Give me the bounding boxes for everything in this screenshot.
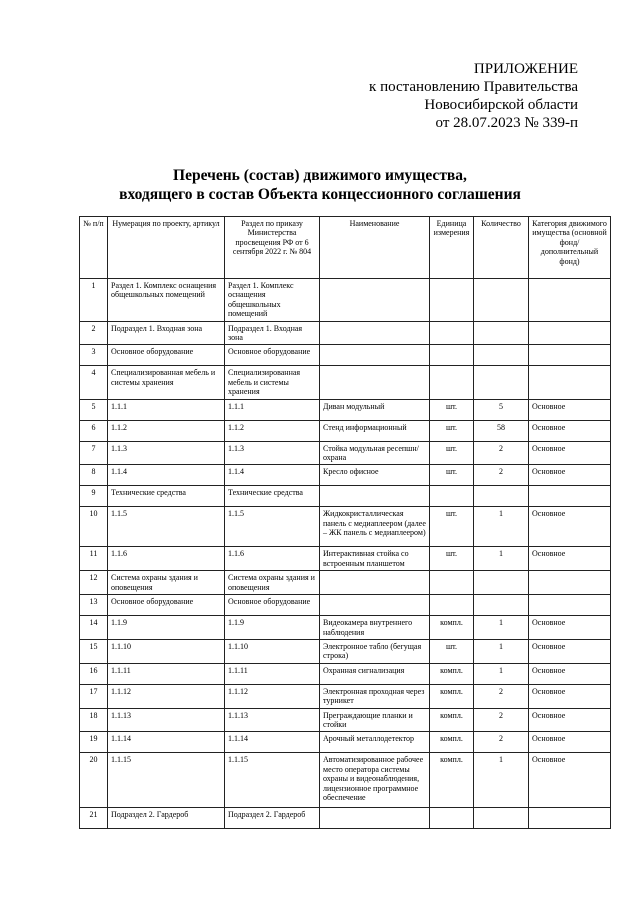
row-category	[529, 321, 611, 345]
row-number: 3	[80, 345, 108, 366]
header-section: Раздел по приказу Министерства просвещения РФ от 6 сентября 2022 г. № 804	[225, 217, 320, 279]
table-row	[80, 465, 611, 486]
row-section: 1.1.11	[225, 663, 320, 684]
table-row	[80, 571, 611, 595]
row-article: 1.1.6	[108, 547, 225, 571]
row-article: 1.1.11	[108, 663, 225, 684]
row-category: Основное	[529, 465, 611, 486]
row-section: 1.1.9	[225, 616, 320, 640]
row-section: Система охраны здания и оповещения	[225, 571, 320, 595]
row-name: Автоматизированное рабочее место оператора системы охраны и видеонаблюдения, лицензионное программное обеспечение	[320, 753, 430, 808]
row-section: Технические средства	[225, 486, 320, 507]
row-section: Специализированная мебель и системы хранения	[225, 366, 320, 399]
row-article: 1.1.2	[108, 420, 225, 441]
row-category: Основное	[529, 616, 611, 640]
row-unit: шт.	[430, 441, 474, 465]
table-row	[80, 639, 611, 663]
appendix-region: Новосибирской области	[424, 97, 578, 113]
row-article: 1.1.15	[108, 753, 225, 808]
table-row	[80, 279, 611, 322]
row-name	[320, 321, 430, 345]
row-name: Диван модульный	[320, 399, 430, 420]
row-unit	[430, 279, 474, 322]
row-article: 1.1.4	[108, 465, 225, 486]
row-article: Подраздел 1. Входная зона	[108, 321, 225, 345]
header-unit: Единица измерения	[430, 217, 474, 279]
row-name: Стойка модульная ресепшн/охрана	[320, 441, 430, 465]
row-article: Технические средства	[108, 486, 225, 507]
row-quantity: 1	[474, 616, 529, 640]
row-unit	[430, 366, 474, 399]
row-number: 12	[80, 571, 108, 595]
row-number: 11	[80, 547, 108, 571]
row-number: 9	[80, 486, 108, 507]
table-row	[80, 808, 611, 829]
table-row	[80, 595, 611, 616]
table-header-row	[80, 217, 611, 279]
row-category: Основное	[529, 663, 611, 684]
row-quantity: 2	[474, 441, 529, 465]
row-quantity: 2	[474, 708, 529, 732]
table-row	[80, 753, 611, 808]
row-number: 8	[80, 465, 108, 486]
row-section: 1.1.5	[225, 507, 320, 547]
row-quantity: 1	[474, 639, 529, 663]
document-title	[0, 166, 640, 204]
table-row	[80, 366, 611, 399]
row-article: Система охраны здания и оповещения	[108, 571, 225, 595]
row-name	[320, 279, 430, 322]
row-quantity: 58	[474, 420, 529, 441]
appendix-resolution: к постановлению Правительства	[369, 79, 578, 95]
row-category: Основное	[529, 684, 611, 708]
table-row	[80, 663, 611, 684]
row-section: 1.1.15	[225, 753, 320, 808]
row-number: 17	[80, 684, 108, 708]
header-quantity: Количество	[474, 217, 529, 279]
row-name: Видеокамера внутреннего наблюдения	[320, 616, 430, 640]
row-section: 1.1.6	[225, 547, 320, 571]
row-category	[529, 366, 611, 399]
row-quantity: 2	[474, 732, 529, 753]
row-category: Основное	[529, 547, 611, 571]
row-number: 21	[80, 808, 108, 829]
row-unit: компл.	[430, 684, 474, 708]
row-name	[320, 571, 430, 595]
row-section: 1.1.1	[225, 399, 320, 420]
row-unit	[430, 808, 474, 829]
row-quantity: 1	[474, 663, 529, 684]
row-section: 1.1.13	[225, 708, 320, 732]
row-section: Основное оборудование	[225, 595, 320, 616]
row-article: 1.1.1	[108, 399, 225, 420]
row-number: 18	[80, 708, 108, 732]
row-unit: шт.	[430, 507, 474, 547]
table-row	[80, 616, 611, 640]
row-unit: компл.	[430, 616, 474, 640]
row-number: 13	[80, 595, 108, 616]
row-category: Основное	[529, 753, 611, 808]
row-name	[320, 366, 430, 399]
row-unit	[430, 571, 474, 595]
row-quantity	[474, 571, 529, 595]
row-number: 5	[80, 399, 108, 420]
row-category: Основное	[529, 507, 611, 547]
row-section: Подраздел 1. Входная зона	[225, 321, 320, 345]
row-unit: шт.	[430, 420, 474, 441]
header-category: Категория движимого имущества (основной фонд/ дополнительный фонд)	[529, 217, 611, 279]
row-category: Основное	[529, 399, 611, 420]
row-category	[529, 486, 611, 507]
row-number: 14	[80, 616, 108, 640]
row-section: Раздел 1. Комплекс оснащения общешкольных помещений	[225, 279, 320, 322]
row-name	[320, 808, 430, 829]
row-unit: компл.	[430, 753, 474, 808]
row-category: Основное	[529, 708, 611, 732]
row-quantity	[474, 321, 529, 345]
row-number: 16	[80, 663, 108, 684]
row-name: Охранная сигнализация	[320, 663, 430, 684]
row-unit: шт.	[430, 465, 474, 486]
row-section: Основное оборудование	[225, 345, 320, 366]
row-number: 2	[80, 321, 108, 345]
row-category: Основное	[529, 441, 611, 465]
row-category	[529, 571, 611, 595]
row-name: Электронная проходная через турникет	[320, 684, 430, 708]
row-article: 1.1.9	[108, 616, 225, 640]
appendix-date-number: от 28.07.2023 № 339-п	[435, 115, 578, 131]
row-number: 1	[80, 279, 108, 322]
row-quantity	[474, 345, 529, 366]
row-article: Основное оборудование	[108, 595, 225, 616]
row-category	[529, 808, 611, 829]
row-article: 1.1.5	[108, 507, 225, 547]
row-quantity	[474, 486, 529, 507]
row-unit: компл.	[430, 708, 474, 732]
row-quantity: 5	[474, 399, 529, 420]
appendix-label: ПРИЛОЖЕНИЕ	[473, 61, 578, 77]
row-name: Арочный металлодетектор	[320, 732, 430, 753]
row-unit	[430, 486, 474, 507]
row-number: 20	[80, 753, 108, 808]
row-category	[529, 345, 611, 366]
property-table	[79, 216, 611, 829]
row-category: Основное	[529, 639, 611, 663]
row-name	[320, 345, 430, 366]
row-unit	[430, 345, 474, 366]
row-quantity	[474, 366, 529, 399]
table-row	[80, 708, 611, 732]
row-section: Подраздел 2. Гардероб	[225, 808, 320, 829]
row-section: 1.1.14	[225, 732, 320, 753]
row-article: Специализированная мебель и системы хранения	[108, 366, 225, 399]
header-name: Наименование	[320, 217, 430, 279]
row-number: 10	[80, 507, 108, 547]
table-row	[80, 420, 611, 441]
row-unit: шт.	[430, 547, 474, 571]
row-name: Жидкокристаллическая панель с медиаплеером (далее – ЖК панель с медиаплеером)	[320, 507, 430, 547]
row-section: 1.1.3	[225, 441, 320, 465]
row-article: 1.1.3	[108, 441, 225, 465]
table-row	[80, 345, 611, 366]
row-article: 1.1.14	[108, 732, 225, 753]
row-quantity: 1	[474, 507, 529, 547]
row-quantity	[474, 808, 529, 829]
row-number: 7	[80, 441, 108, 465]
table-row	[80, 684, 611, 708]
row-name: Преграждающие планки и стойки	[320, 708, 430, 732]
row-section: 1.1.4	[225, 465, 320, 486]
row-quantity	[474, 595, 529, 616]
row-unit	[430, 321, 474, 345]
row-article: 1.1.10	[108, 639, 225, 663]
row-unit: шт.	[430, 399, 474, 420]
row-article: 1.1.12	[108, 684, 225, 708]
row-number: 15	[80, 639, 108, 663]
row-quantity	[474, 279, 529, 322]
table-row	[80, 441, 611, 465]
header-article: Нумерация по проекту, артикул	[108, 217, 225, 279]
row-quantity: 1	[474, 753, 529, 808]
title-line-2: входящего в состав Объекта концессионного соглашения	[119, 186, 521, 203]
row-category	[529, 279, 611, 322]
row-article: Основное оборудование	[108, 345, 225, 366]
row-category	[529, 595, 611, 616]
row-name	[320, 595, 430, 616]
row-name: Кресло офисное	[320, 465, 430, 486]
row-category: Основное	[529, 732, 611, 753]
row-section: 1.1.2	[225, 420, 320, 441]
row-article: Раздел 1. Комплекс оснащения общешкольных помещений	[108, 279, 225, 322]
row-unit	[430, 595, 474, 616]
row-category: Основное	[529, 420, 611, 441]
title-line-1: Перечень (состав) движимого имущества,	[173, 167, 467, 184]
row-number: 4	[80, 366, 108, 399]
row-quantity: 2	[474, 465, 529, 486]
table-row	[80, 486, 611, 507]
table-row	[80, 547, 611, 571]
row-quantity: 1	[474, 547, 529, 571]
table-row	[80, 507, 611, 547]
row-number: 19	[80, 732, 108, 753]
row-name: Электронное табло (бегущая строка)	[320, 639, 430, 663]
header-number: № п/п	[80, 217, 108, 279]
table-row	[80, 399, 611, 420]
row-unit: компл.	[430, 732, 474, 753]
row-quantity: 2	[474, 684, 529, 708]
table-row	[80, 732, 611, 753]
appendix-header	[369, 60, 578, 132]
row-unit: шт.	[430, 639, 474, 663]
table-row	[80, 321, 611, 345]
row-name: Стенд информационный	[320, 420, 430, 441]
row-section: 1.1.10	[225, 639, 320, 663]
row-article: 1.1.13	[108, 708, 225, 732]
row-unit: компл.	[430, 663, 474, 684]
row-article: Подраздел 2. Гардероб	[108, 808, 225, 829]
table-body	[80, 279, 611, 829]
row-number: 6	[80, 420, 108, 441]
row-name: Интерактивная стойка со встроенным планшетом	[320, 547, 430, 571]
row-section: 1.1.12	[225, 684, 320, 708]
row-name	[320, 486, 430, 507]
